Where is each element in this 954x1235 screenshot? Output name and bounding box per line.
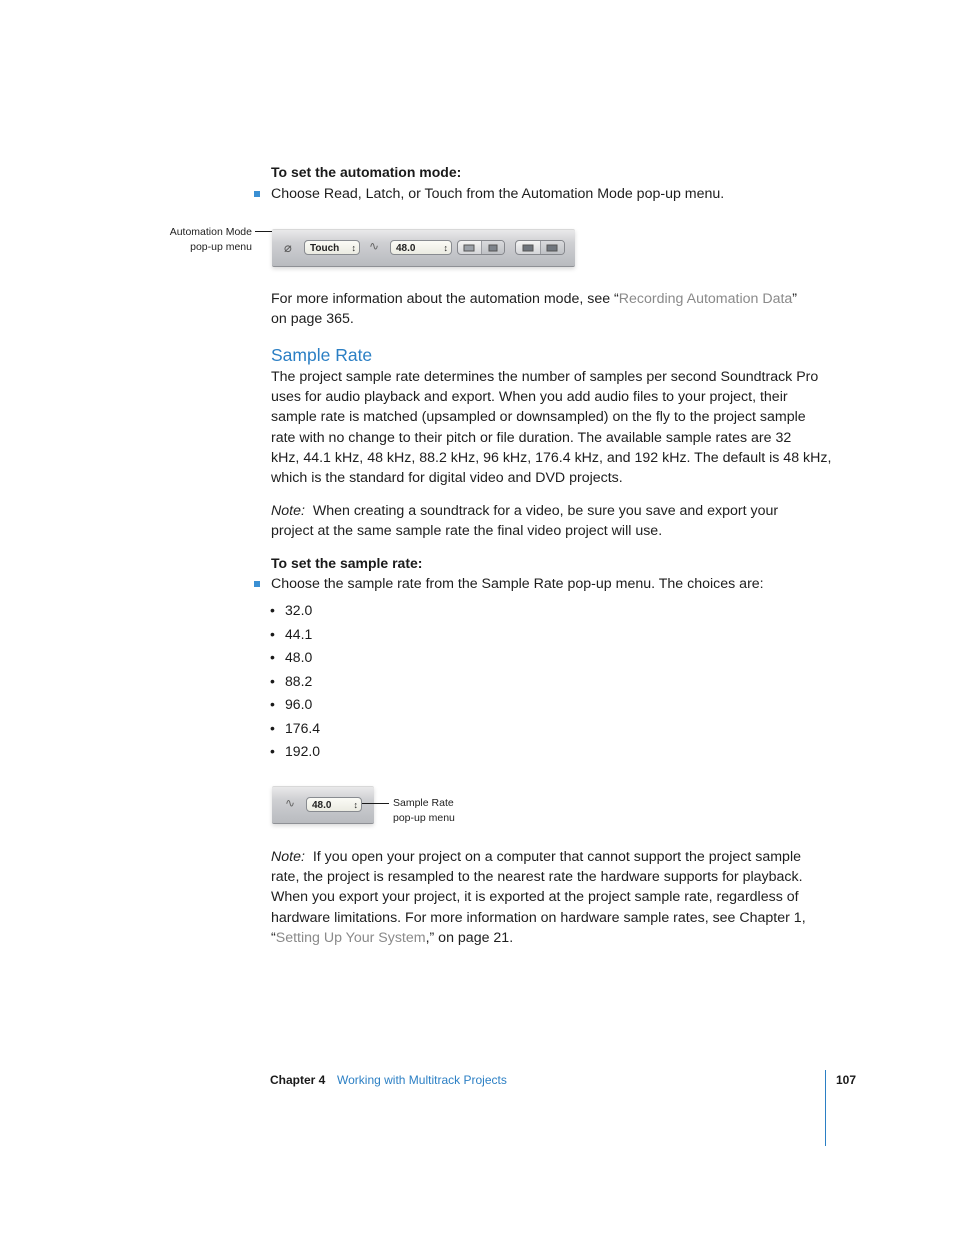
paragraph-line: sample rate is matched (upsampled or downsampled) on the fly to the project sample — [271, 409, 806, 426]
callout-leader-line — [362, 803, 389, 804]
sample-rate-heading: Sample Rate — [271, 345, 373, 365]
list-item — [270, 741, 390, 765]
callout-line-2: pop-up menu — [393, 812, 455, 824]
list-item — [270, 694, 390, 718]
callout-line-2: pop-up menu — [190, 241, 252, 253]
track-icon — [522, 244, 533, 251]
list-item — [270, 600, 390, 624]
list-item — [270, 624, 390, 648]
paragraph-line: uses for audio playback and export. When you add audio files to your project, their — [271, 389, 788, 406]
list-item — [270, 647, 390, 671]
bullet-icon: • — [270, 602, 275, 618]
note-text: When you export your project, it is exported at the project sample rate, regardless of — [271, 889, 799, 906]
popup-arrows-icon: ↕ — [351, 243, 355, 253]
sample-rate-choices-list — [270, 600, 390, 765]
split-icon — [488, 244, 497, 251]
sample-rate-wave-icon: ∿ — [285, 796, 296, 810]
bullet-icon: • — [270, 719, 275, 736]
sample-rate-callout — [393, 796, 455, 826]
quote-open: “ — [271, 929, 276, 946]
choice-value: 192.0 — [285, 743, 321, 759]
track-settings-button[interactable] — [540, 241, 565, 254]
note-text: hardware limitations. For more information on hardware sample rates, see Chapter 1, — [271, 909, 806, 926]
callout-line-1: Sample Rate — [393, 797, 454, 809]
note-text: project at the same sample rate the final video project will use. — [271, 523, 663, 540]
automation-toolbar-figure — [272, 229, 575, 267]
bullet-icon: • — [270, 696, 275, 712]
bullet-icon: • — [270, 672, 275, 689]
split-view-button[interactable] — [481, 241, 505, 254]
automation-plug-icon[interactable]: ⌀ — [284, 240, 292, 255]
choice-value: 44.1 — [285, 625, 313, 642]
more-info-prefix: For more information about the automation mode, see “ — [271, 291, 619, 307]
sample-rate-popup[interactable] — [390, 240, 452, 255]
note-text: When creating a soundtrack for a video, be sure you save and export your — [312, 503, 779, 519]
sample-rate-value: 48.0 — [396, 243, 416, 254]
timeline-view-button[interactable] — [458, 241, 481, 254]
sample-rate-wave-icon: ∿ — [369, 239, 380, 253]
choice-value: 176.4 — [285, 719, 321, 736]
note-text: rate, the project is resampled to the nearest rate the hardware supports for playback. — [271, 869, 803, 886]
choice-value: 48.0 — [285, 649, 313, 665]
note-video-export — [271, 501, 851, 541]
footer-divider — [825, 1070, 826, 1146]
setting-up-your-system-link[interactable]: Setting Up Your System — [275, 929, 426, 946]
choice-value: 32.0 — [285, 602, 313, 618]
note-hardware-resampling — [271, 847, 851, 948]
sample-rate-paragraph — [271, 367, 851, 488]
callout-line-1: Automation Mode — [169, 226, 252, 238]
track-height-button[interactable] — [516, 241, 540, 254]
note-label: Note: — [271, 503, 305, 519]
automation-step-text: Choose Read, Latch, or Touch from the Automation Mode pop-up menu. — [271, 186, 725, 202]
automation-steps-heading: To set the automation mode: — [271, 164, 462, 180]
automation-mode-callout — [140, 225, 252, 255]
choice-value: 88.2 — [285, 672, 313, 689]
paragraph-line: which is the standard for digital video and DVD projects. — [271, 470, 623, 487]
track-view-segment[interactable] — [515, 240, 565, 255]
note-label: Note: — [271, 849, 305, 865]
paragraph-line: The project sample rate determines the number of samples per second Soundtrack Pro — [271, 369, 819, 385]
automation-mode-value: Touch — [310, 243, 340, 254]
picture-icon — [464, 244, 475, 251]
sample-rate-step-text: Choose the sample rate from the Sample Rate pop-up menu. The choices are: — [271, 576, 764, 592]
sample-rate-widget-figure — [272, 786, 374, 824]
sample-rate-popup[interactable] — [306, 797, 362, 812]
footer-chapter-title[interactable]: Working with Multitrack Projects — [337, 1073, 507, 1087]
more-info-suffix: ” — [792, 291, 798, 307]
bullet-icon: • — [270, 649, 275, 665]
sample-rate-value: 48.0 — [312, 800, 332, 811]
view-toggle-segment[interactable] — [457, 240, 505, 255]
paragraph-line: rate with no change to their pitch or file duration. The available sample rates are 32 — [271, 429, 792, 446]
popup-arrows-icon: ↕ — [443, 243, 447, 253]
note-text: If you open your project on a computer that cannot support the project sample — [312, 849, 801, 865]
bullet-icon: • — [270, 743, 275, 759]
automation-more-info — [271, 289, 831, 329]
recording-automation-data-link[interactable]: Recording Automation Data — [618, 291, 793, 307]
list-item — [270, 671, 390, 695]
footer-chapter-label: Chapter 4 — [270, 1073, 326, 1087]
automation-mode-popup[interactable] — [304, 240, 360, 255]
track-settings-icon — [547, 244, 558, 251]
choice-value: 96.0 — [285, 696, 313, 712]
step-bullet-icon — [254, 191, 260, 197]
sample-rate-steps-heading: To set the sample rate: — [271, 555, 423, 571]
paragraph-line: kHz, 44.1 kHz, 48 kHz, 88.2 kHz, 96 kHz, 176.4 kHz, and 192 kHz. The default is 48 kHz, — [271, 449, 832, 466]
link-suffix: ,” on page 21. — [425, 929, 514, 946]
step-bullet-icon — [254, 581, 260, 587]
page-number: 107 — [836, 1073, 857, 1087]
list-item — [270, 718, 390, 742]
more-info-page-ref: on page 365. — [271, 311, 354, 328]
popup-arrows-icon: ↕ — [353, 800, 357, 810]
bullet-icon: • — [270, 625, 275, 642]
